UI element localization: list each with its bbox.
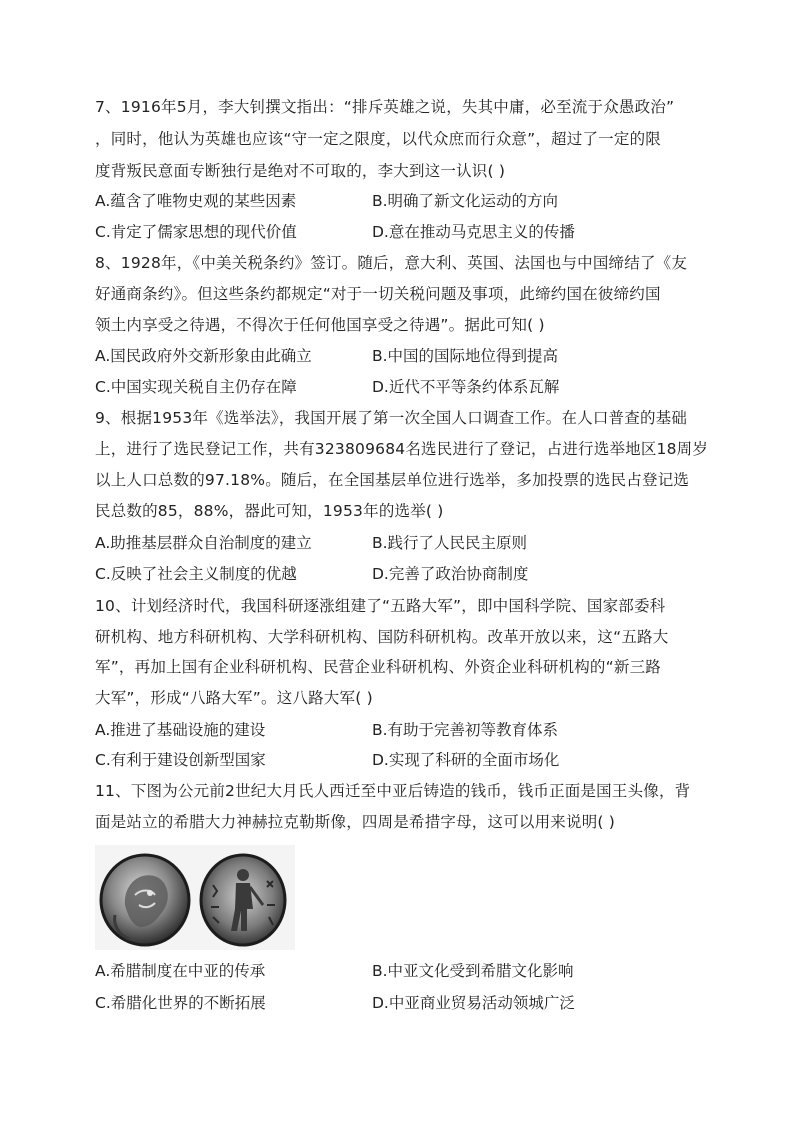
q10-stem-line-1: 10、计划经济时代，我国科研逐涨组建了“五路大军”，即中国科学院、国家部委科 [95, 597, 666, 615]
q7-option-d[interactable]: D.意在推动马克思主义的传播 [372, 223, 575, 241]
q11-stem-line-1: 11、下图为公元前2世纪大月氏人西迁至中亚后铸造的钱币，钱币正面是国王头像，背 [95, 782, 691, 800]
q10-option-d[interactable]: D.实现了科研的全面市场化 [372, 751, 560, 769]
q9-option-c[interactable]: C.反映了社会主义制度的优越 [95, 565, 297, 583]
q9-stem-line-2: 上，进行了选民登记工作，共有323809684名选民进行了登记，占进行选举地区18周岁 [95, 440, 709, 458]
q11-option-c[interactable]: C.希腊化世界的不断拓展 [95, 994, 266, 1012]
q8-option-a[interactable]: A.国民政府外交新形象由此确立 [95, 347, 312, 365]
q7-option-c[interactable]: C.肯定了儒家思想的现代价值 [95, 223, 297, 241]
q8-option-d[interactable]: D.近代不平等条约体系瓦解 [372, 378, 560, 396]
q8-option-c[interactable]: C.中国实现关税自主仍存在障 [95, 378, 297, 396]
q10-option-c[interactable]: C.有利于建设创新型国家 [95, 751, 266, 769]
q7-stem-line-1: 7、1916年5月，李大钊撰文指出：“排斥英雄之说，失其中庸，必至流于众愚政治” [95, 98, 675, 116]
q11-option-b[interactable]: B.中亚文化受到希腊文化影响 [372, 962, 574, 980]
q9-option-a[interactable]: A.助推基层群众自治制度的建立 [95, 534, 312, 552]
q8-stem-line-2: 好通商条约》。但这些条约都规定“对于一切关税问题及事项，此缔约国在彼缔约国 [95, 285, 661, 303]
q7-option-b[interactable]: B.明确了新文化运动的方向 [372, 192, 559, 210]
q10-option-a[interactable]: A.推进了基础设施的建设 [95, 721, 266, 739]
q8-stem-line-1: 8、1928年，《中美关税条约》签订。随后，意大利、英国、法国也与中国缔结了《友 [95, 254, 688, 272]
q7-option-a[interactable]: A.蕴含了唯物史观的某些因素 [95, 192, 297, 210]
q8-stem-line-3: 领土内享受之待遇，不得次于任何他国享受之待遇”。据此可知( ) [95, 316, 545, 334]
q8-option-b[interactable]: B.中国的国际地位得到提高 [372, 347, 559, 365]
q10-stem-line-2: 研机构、地方科研机构、大学科研机构、国防科研机构。改革开放以来，这“五路大 [95, 628, 669, 646]
q11-option-a[interactable]: A.希腊制度在中亚的传承 [95, 962, 266, 980]
q9-stem-line-1: 9、根据1953年《选举法》，我国开展了第一次全国人口调查工作。在人口普查的基础 [95, 409, 688, 427]
q9-stem-line-4: 民总数的85，88%，器此可知，1953年的选举( ) [95, 502, 444, 520]
q10-stem-line-3: 军”，再加上国有企业科研机构、民营企业科研机构、外资企业科研机构的“新三路 [95, 658, 661, 676]
q11-stem-line-2: 面是站立的希腊大力神赫拉克勒斯像，四周是希措字母，这可以用来说明( ) [95, 813, 616, 831]
coin-reverse [201, 855, 285, 945]
q9-option-b[interactable]: B.践行了人民民主原则 [372, 534, 528, 552]
q9-option-d[interactable]: D.完善了政治协商制度 [372, 565, 529, 583]
coin-obverse [101, 855, 189, 945]
q10-stem-line-4: 大军”，形成“八路大军”。这八路大军( ) [95, 689, 373, 707]
q7-stem-line-3: 度背叛民意面专断独行是绝对不可取的，李大到这一认识( ) [95, 162, 506, 180]
q11-option-d[interactable]: D.中亚商业贸易活动领城广泛 [372, 994, 575, 1012]
coin-photo [95, 845, 295, 950]
q9-stem-line-3: 以上人口总数的97.18%。随后，在全国基层单位进行选举，多加投票的选民占登记选 [95, 471, 690, 489]
q10-option-b[interactable]: B.有助于完善初等教育体系 [372, 721, 559, 739]
q7-stem-line-2: ，同时，他认为英雄也应该“守一定之限度，以代众庶而行众意”，超过了一定的限 [95, 130, 661, 148]
